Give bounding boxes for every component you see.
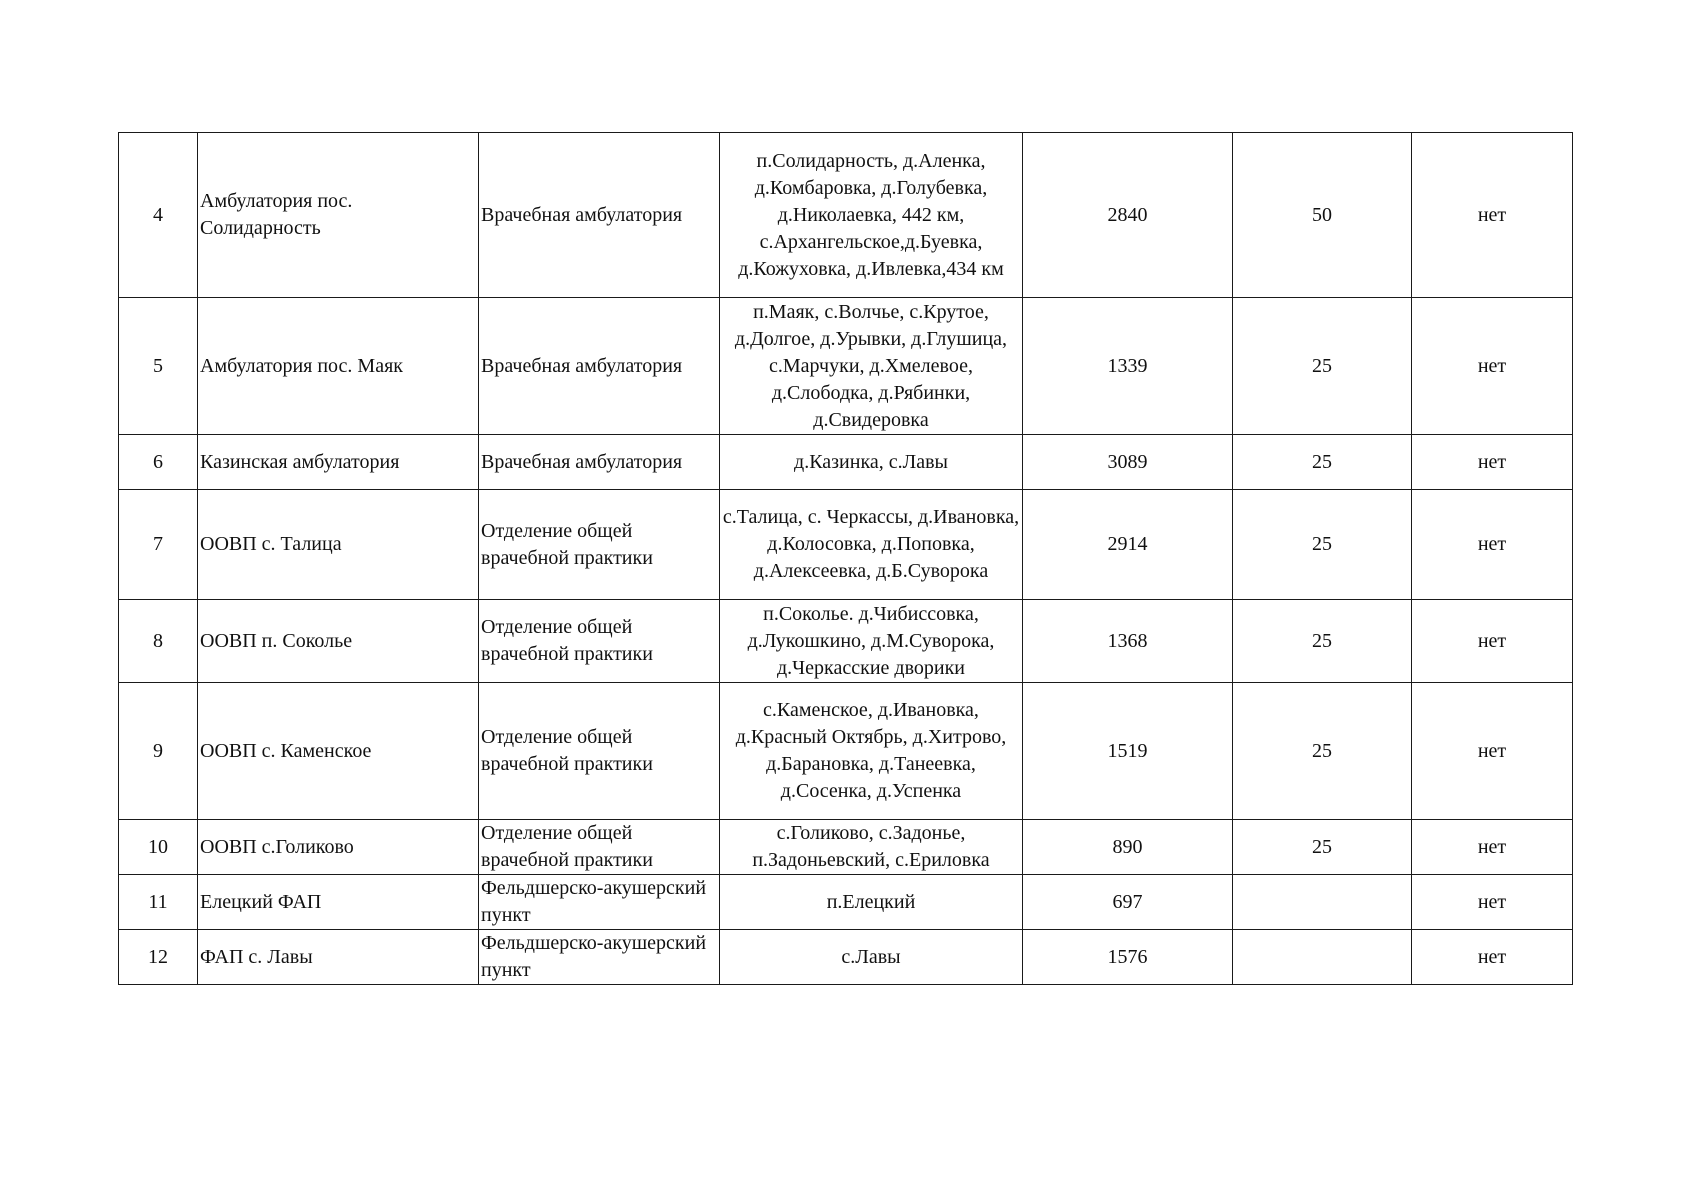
facility-type: Врачебная амбулатория — [479, 435, 720, 490]
served-villages: с.Каменское, д.Ивановка, д.Красный Октябрь, д.Хитрово, д.Барановка, д.Танеевка, д.Сосенка, д.Успенка — [720, 683, 1023, 820]
facility-name: Елецкий ФАП — [198, 875, 479, 930]
table-row — [119, 490, 1573, 600]
row-number: 12 — [119, 930, 198, 985]
facility-type: Отделение общей врачебной практики — [479, 490, 720, 600]
capacity-value — [1233, 930, 1412, 985]
row-number: 7 — [119, 490, 198, 600]
flag-value: нет — [1412, 875, 1573, 930]
population-count: 2840 — [1023, 133, 1233, 298]
population-count: 1368 — [1023, 600, 1233, 683]
table-row — [119, 133, 1573, 298]
table-row — [119, 820, 1573, 875]
table-row — [119, 600, 1573, 683]
capacity-value: 25 — [1233, 490, 1412, 600]
flag-value: нет — [1412, 133, 1573, 298]
served-villages: с.Лавы — [720, 930, 1023, 985]
facility-name: Казинская амбулатория — [198, 435, 479, 490]
served-villages: с.Талица, с. Черкассы, д.Ивановка, д.Колосовка, д.Поповка, д.Алексеевка, д.Б.Суворока — [720, 490, 1023, 600]
facility-name: ООВП п. Сокольe — [198, 600, 479, 683]
flag-value: нет — [1412, 930, 1573, 985]
population-count: 697 — [1023, 875, 1233, 930]
row-number: 5 — [119, 298, 198, 435]
flag-value: нет — [1412, 683, 1573, 820]
population-count: 890 — [1023, 820, 1233, 875]
facility-name: Амбулатория пос. Солидарность — [198, 133, 479, 298]
facility-type: Отделение общей врачебной практики — [479, 683, 720, 820]
row-number: 11 — [119, 875, 198, 930]
facility-type: Отделение общей врачебной практики — [479, 600, 720, 683]
table-row — [119, 875, 1573, 930]
facility-type: Фельдшерско-акушерский пункт — [479, 930, 720, 985]
facility-type: Фельдшерско-акушерский пункт — [479, 875, 720, 930]
capacity-value — [1233, 875, 1412, 930]
served-villages: с.Голиково, с.Задонье, п.Задоньевский, с.Ериловка — [720, 820, 1023, 875]
facilities-table — [118, 132, 1573, 985]
capacity-value: 25 — [1233, 600, 1412, 683]
served-villages: п.Елецкий — [720, 875, 1023, 930]
row-number: 9 — [119, 683, 198, 820]
facility-name: ООВП с.Голиково — [198, 820, 479, 875]
facility-type: Врачебная амбулатория — [479, 298, 720, 435]
population-count: 1576 — [1023, 930, 1233, 985]
capacity-value: 25 — [1233, 683, 1412, 820]
flag-value: нет — [1412, 435, 1573, 490]
flag-value: нет — [1412, 298, 1573, 435]
population-count: 1339 — [1023, 298, 1233, 435]
facility-name: ООВП с. Каменское — [198, 683, 479, 820]
facility-name: ООВП с. Талица — [198, 490, 479, 600]
table-row — [119, 683, 1573, 820]
row-number: 6 — [119, 435, 198, 490]
row-number: 4 — [119, 133, 198, 298]
facility-type: Врачебная амбулатория — [479, 133, 720, 298]
capacity-value: 25 — [1233, 298, 1412, 435]
served-villages: п.Сокольe. д.Чибиссовка, д.Лукошкино, д.М.Суворока, д.Черкасские дворики — [720, 600, 1023, 683]
flag-value: нет — [1412, 490, 1573, 600]
served-villages: д.Казинка, с.Лавы — [720, 435, 1023, 490]
facility-type: Отделение общей врачебной практики — [479, 820, 720, 875]
capacity-value: 25 — [1233, 820, 1412, 875]
flag-value: нет — [1412, 820, 1573, 875]
population-count: 1519 — [1023, 683, 1233, 820]
population-count: 2914 — [1023, 490, 1233, 600]
table-row — [119, 930, 1573, 985]
table-row — [119, 298, 1573, 435]
row-number: 8 — [119, 600, 198, 683]
capacity-value: 25 — [1233, 435, 1412, 490]
row-number: 10 — [119, 820, 198, 875]
facility-name: Амбулатория пос. Маяк — [198, 298, 479, 435]
capacity-value: 50 — [1233, 133, 1412, 298]
served-villages: п.Солидарность, д.Аленка, д.Комбаровка, д.Голубевка, д.Николаевка, 442 км, с.Архангельское,д.Буевка, д.Кожуховка, д.Ивлевка,434 км — [720, 133, 1023, 298]
facility-name: ФАП с. Лавы — [198, 930, 479, 985]
flag-value: нет — [1412, 600, 1573, 683]
served-villages: п.Маяк, с.Волчье, с.Крутое, д.Долгое, д.Урывки, д.Глушица, с.Марчуки, д.Хмелевое, д.Слободка, д.Рябинки, д.Свидеровка — [720, 298, 1023, 435]
table-row — [119, 435, 1573, 490]
population-count: 3089 — [1023, 435, 1233, 490]
